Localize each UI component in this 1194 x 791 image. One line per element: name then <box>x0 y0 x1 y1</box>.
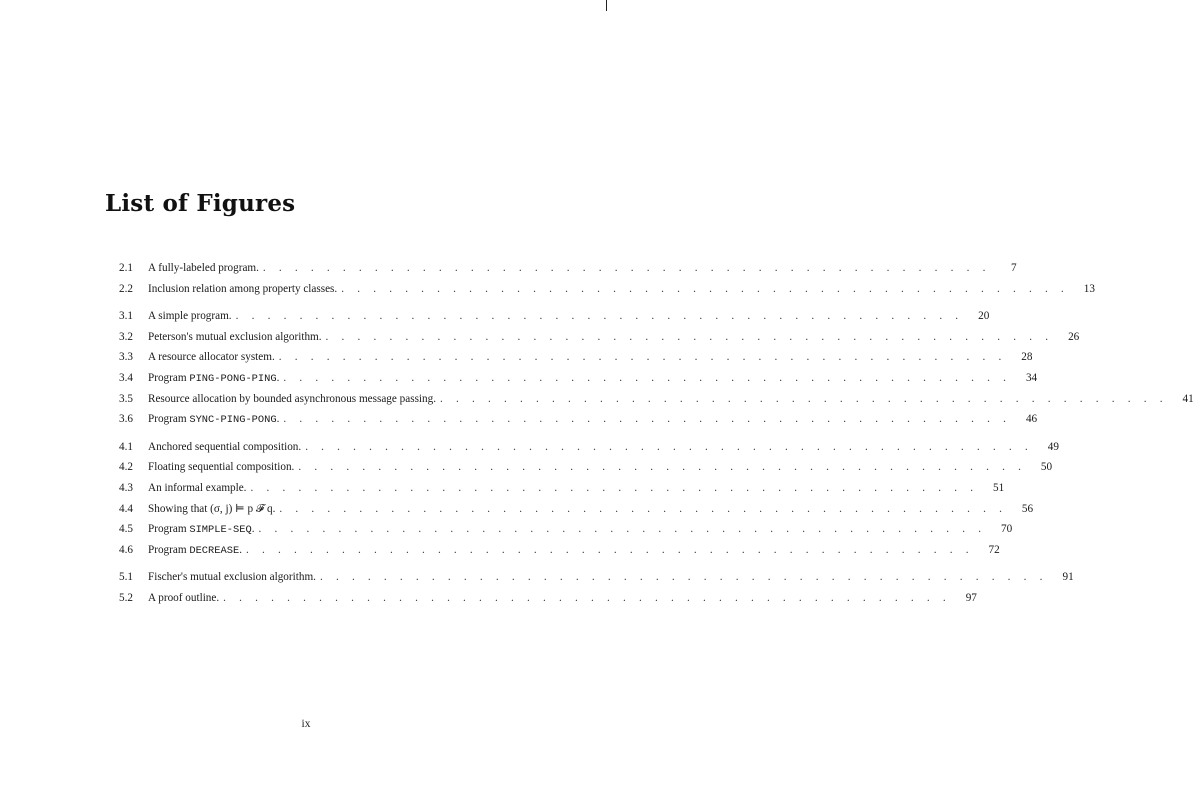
figure-number: 3.1 <box>119 310 133 323</box>
figure-entry[interactable] <box>119 540 1000 561</box>
dot-leader: . . . . . . . . . . . . . . . . . . . . . . . . . . . . . . . . . . . . . . . . . . . . . . <box>235 310 964 323</box>
figure-title-text: Inclusion relation among property classes. <box>148 282 338 295</box>
figure-list <box>119 258 1194 616</box>
figure-title <box>148 389 436 410</box>
figure-entry[interactable] <box>119 519 1013 540</box>
figure-title <box>148 540 242 562</box>
figure-page-number: 13 <box>1083 282 1095 295</box>
figure-title-text: An informal example. <box>148 481 247 494</box>
figure-title-text: Program <box>148 413 190 426</box>
dot-leader: . . . . . . . . . . . . . . . . . . . . . . . . . . . . . . . . . . . . . . . . . . . . . . <box>283 371 1012 384</box>
figure-entry[interactable] <box>119 478 1005 499</box>
figure-title <box>148 368 279 390</box>
figure-title-suffix: . <box>276 371 280 384</box>
page-number: ix <box>301 718 311 730</box>
figure-number: 4.1 <box>119 440 133 453</box>
figure-program-name: PING-PONG-PING <box>189 372 277 385</box>
figure-entry[interactable] <box>119 279 1095 300</box>
figure-page-number: 97 <box>965 591 977 604</box>
figure-title <box>148 258 259 279</box>
figure-group <box>119 437 1059 561</box>
figure-page-number: 51 <box>993 481 1005 494</box>
figure-title <box>148 519 254 541</box>
figure-title <box>148 327 322 348</box>
figure-title-text: Program <box>148 371 190 384</box>
figure-entry[interactable] <box>119 306 990 327</box>
figure-number: 3.3 <box>119 351 133 364</box>
figure-title-text: Peterson's mutual exclusion algorithm. <box>148 330 322 343</box>
figure-number: 3.5 <box>119 392 133 405</box>
dot-leader: . . . . . . . . . . . . . . . . . . . . . . . . . . . . . . . . . . . . . . . . . . . . . . <box>246 543 974 556</box>
figure-entry[interactable] <box>119 457 1053 478</box>
figure-number: 5.1 <box>119 571 133 584</box>
figure-number: 4.5 <box>119 523 133 536</box>
page-title: List of Figures <box>105 190 296 217</box>
figure-page-number: 7 <box>1011 262 1017 274</box>
figure-title <box>148 478 246 499</box>
figure-entry[interactable] <box>119 499 1034 520</box>
figure-title <box>148 588 219 609</box>
figure-title <box>148 279 337 300</box>
figure-page-number: 70 <box>1001 523 1013 536</box>
figure-page-number: 46 <box>1025 413 1038 426</box>
dot-leader: . . . . . . . . . . . . . . . . . . . . . . . . . . . . . . . . . . . . . . . . . . . . . . <box>279 502 1008 515</box>
figure-page-number: 72 <box>988 543 1000 556</box>
dot-leader: . . . . . . . . . . . . . . . . . . . . . . . . . . . . . . . . . . . . . . . . . . . . . . <box>283 413 1012 426</box>
figure-number: 3.2 <box>119 330 133 343</box>
figure-entry[interactable] <box>119 588 977 609</box>
figure-page-number: 34 <box>1025 371 1038 384</box>
figure-entry[interactable] <box>119 437 1059 458</box>
figure-program-name: DECREASE <box>189 544 240 557</box>
figure-title <box>148 457 294 478</box>
figure-title-text: Showing that (σ, j) ⊨ p 𝓕 q. <box>148 502 276 515</box>
figure-number: 2.2 <box>119 282 133 295</box>
figure-number: 3.6 <box>119 413 133 426</box>
figure-entry[interactable] <box>119 567 1074 588</box>
figure-number: 4.6 <box>119 543 133 556</box>
figure-number: 4.2 <box>119 461 133 474</box>
figure-title-text: Program <box>148 523 190 536</box>
figure-page-number: 41 <box>1182 392 1194 405</box>
figure-title <box>148 499 275 520</box>
figure-page-number: 56 <box>1021 502 1034 515</box>
figure-title-text: Floating sequential composition. <box>148 461 295 474</box>
dot-leader: . . . . . . . . . . . . . . . . . . . . . . . . . . . . . . . . . . . . . . . . . . . . . . <box>319 571 1048 584</box>
figure-title <box>148 347 275 368</box>
figure-number: 2.1 <box>119 262 133 274</box>
figure-title-text: A simple program. <box>148 310 232 323</box>
dot-leader: . . . . . . . . . . . . . . . . . . . . . . . . . . . . . . . . . . . . . . . . . . . . . . <box>223 591 951 604</box>
figure-entry[interactable] <box>119 409 1038 430</box>
figure-group <box>119 258 1095 299</box>
figure-title-text: Program <box>148 543 190 556</box>
figure-program-name: SIMPLE-SEQ <box>189 524 252 537</box>
figure-title <box>148 567 316 588</box>
figure-title-text: Anchored sequential composition. <box>148 440 302 453</box>
dot-leader: . . . . . . . . . . . . . . . . . . . . . . . . . . . . . . . . . . . . . . . . . . . . . . <box>440 392 1168 405</box>
figure-title-suffix: . <box>276 413 280 426</box>
figure-group <box>119 306 1194 430</box>
figure-title <box>148 306 232 327</box>
dot-leader: . . . . . . . . . . . . . . . . . . . . . . . . . . . . . . . . . . . . . . . . . . . . . . <box>258 523 987 536</box>
dot-leader: . . . . . . . . . . . . . . . . . . . . . . . . . . . . . . . . . . . . . . . . . . . . . . <box>305 440 1033 453</box>
figure-page-number: 49 <box>1047 440 1059 453</box>
dot-leader: . . . . . . . . . . . . . . . . . . . . . . . . . . . . . . . . . . . . . . . . . . . . . . <box>278 351 1007 364</box>
figure-title-text: A resource allocator system. <box>148 351 275 364</box>
figure-title <box>148 409 279 431</box>
figure-number: 3.4 <box>119 371 133 384</box>
figure-title-suffix: . <box>251 523 255 536</box>
figure-entry[interactable] <box>119 327 1080 348</box>
figure-group <box>119 567 1074 608</box>
dot-leader: . . . . . . . . . . . . . . . . . . . . . . . . . . . . . . . . . . . . . . . . . . . . . . <box>262 262 991 274</box>
figure-page-number: 20 <box>978 310 990 323</box>
dot-leader: . . . . . . . . . . . . . . . . . . . . . . . . . . . . . . . . . . . . . . . . . . . . . . <box>341 282 1069 295</box>
figure-entry[interactable] <box>119 368 1038 389</box>
figure-page-number: 91 <box>1062 571 1074 584</box>
figure-page-number: 26 <box>1068 330 1080 343</box>
figure-title <box>148 437 301 458</box>
figure-page-number: 28 <box>1021 351 1033 364</box>
figure-title-text: A fully-labeled program. <box>148 262 259 274</box>
figure-number: 4.3 <box>119 481 133 494</box>
figure-program-name: SYNC-PING-PONG <box>189 414 277 427</box>
figure-title-text: Fischer's mutual exclusion algorithm. <box>148 571 316 584</box>
figure-entry[interactable] <box>119 258 1017 279</box>
figure-title-text: A proof outline. <box>148 591 220 604</box>
figure-page-number: 50 <box>1040 461 1053 474</box>
dot-leader: . . . . . . . . . . . . . . . . . . . . . . . . . . . . . . . . . . . . . . . . . . . . . . <box>325 330 1054 343</box>
dot-leader: . . . . . . . . . . . . . . . . . . . . . . . . . . . . . . . . . . . . . . . . . . . . . . <box>250 481 979 494</box>
figure-title-suffix: . <box>239 543 243 556</box>
figure-entry[interactable] <box>119 347 1033 368</box>
scan-edge-mark <box>606 0 607 11</box>
figure-number: 4.4 <box>119 502 133 515</box>
figure-title-text: Resource allocation by bounded asynchronous message passing. <box>148 392 437 405</box>
dot-leader: . . . . . . . . . . . . . . . . . . . . . . . . . . . . . . . . . . . . . . . . . . . . . . <box>298 461 1027 474</box>
figure-number: 5.2 <box>119 591 133 604</box>
figure-entry[interactable] <box>119 389 1194 410</box>
